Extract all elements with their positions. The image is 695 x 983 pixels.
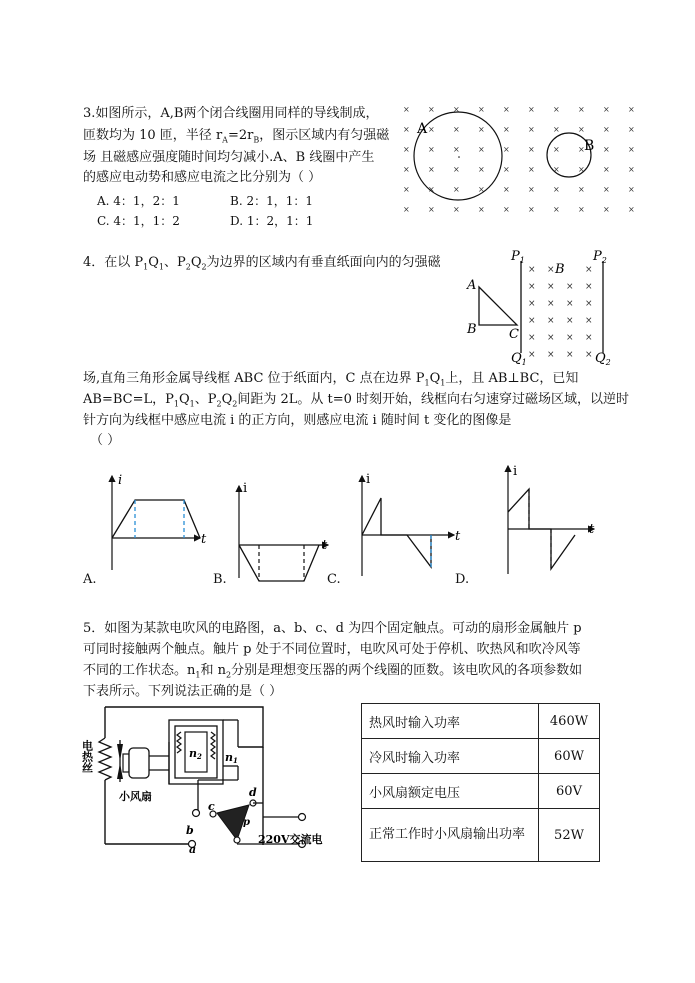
n1-label: n1 <box>225 751 238 765</box>
svg-text:×: × <box>528 125 535 134</box>
label-c: C <box>509 327 519 342</box>
parameter-table <box>361 703 600 862</box>
param-label: 小风扇额定电压 <box>362 774 539 809</box>
svg-text:×: × <box>578 185 585 194</box>
graph-c <box>354 470 464 580</box>
q4-l3-s1: 1 <box>173 399 179 409</box>
graph-b-label: B. <box>213 572 227 587</box>
graph-a-label: A. <box>83 572 97 587</box>
param-value: 460W <box>539 704 600 739</box>
label-c-contact: c <box>208 800 215 813</box>
q4-l3c: 、P <box>194 392 217 407</box>
hair-dryer-circuit <box>80 700 358 860</box>
svg-text:×: × <box>528 165 535 174</box>
svg-text:×: × <box>428 205 435 214</box>
svg-text:×: × <box>628 125 635 134</box>
ac-terminal-top <box>299 814 306 821</box>
param-value: 60V <box>539 774 600 809</box>
svg-text:×: × <box>628 205 635 214</box>
svg-text:×: × <box>578 125 585 134</box>
coil-a-label: A <box>417 121 428 137</box>
svg-text:i: i <box>118 473 123 488</box>
svg-text:×: × <box>453 105 460 114</box>
q3-line2-c: ，图示区域内有匀强磁 <box>259 128 390 143</box>
q4-l3-s2: 1 <box>189 399 195 409</box>
svg-text:×: × <box>553 125 560 134</box>
svg-text:×: × <box>566 333 574 343</box>
svg-text:×: × <box>453 125 460 134</box>
svg-text:×: × <box>478 165 485 174</box>
svg-text:×: × <box>585 282 593 292</box>
svg-text:×: × <box>628 185 635 194</box>
q4-line1 <box>83 253 441 278</box>
svg-text:×: × <box>453 185 460 194</box>
svg-text:×: × <box>603 145 610 154</box>
svg-text:×: × <box>403 145 410 154</box>
svg-text:×: × <box>553 165 560 174</box>
q4-line4: 针方向为线框中感应电流 i 的正方向，则感应电流 i 随时间 t 变化的图像是 <box>83 413 512 428</box>
svg-text:×: × <box>478 125 485 134</box>
svg-text:×: × <box>553 145 560 154</box>
graph-c-label: C. <box>327 572 341 587</box>
svg-text:×: × <box>547 316 555 326</box>
q5-l3-s1: 1 <box>195 670 201 680</box>
q3-line1: 3.如图所示，A,B两个闭合线圈用同样的导线制成， <box>83 106 379 121</box>
svg-text:×: × <box>628 165 635 174</box>
svg-text:×: × <box>453 165 460 174</box>
q5-line1: 5．如图为某款电吹风的电路图，a、b、c、d 为四个固定触点。可动的扇形金属触片 p <box>83 621 582 636</box>
label-b-field: B <box>555 262 565 277</box>
q4-l1c: 、P <box>164 255 186 270</box>
svg-text:×: × <box>528 282 536 292</box>
q4-l2c: 上，且 AB⊥BC，已知 <box>445 371 579 386</box>
param-value: 60W <box>539 739 600 774</box>
svg-text:×: × <box>528 145 535 154</box>
q3-sub-b: B <box>253 135 260 145</box>
svg-text:×: × <box>503 105 510 114</box>
svg-text:×: × <box>528 265 536 275</box>
q4-l1-s1: 1 <box>143 262 149 272</box>
graph-d <box>496 462 606 582</box>
q3-line2-b: =2r <box>227 128 254 143</box>
q4-l3e: 间距为 2L。从 t=0 时刻开始，线框向右匀速穿过磁场区域，以逆时 <box>237 392 630 407</box>
contact-b <box>193 810 200 817</box>
svg-text:×: × <box>403 185 410 194</box>
svg-text:×: × <box>603 105 610 114</box>
svg-text:t: t <box>589 522 595 537</box>
svg-text:×: × <box>547 265 555 275</box>
svg-text:×: × <box>566 350 574 360</box>
graph-d-label: D. <box>455 572 470 587</box>
svg-text:×: × <box>547 282 555 292</box>
svg-text:×: × <box>478 145 485 154</box>
svg-text:×: × <box>503 125 510 134</box>
n2-label: n2 <box>189 747 202 761</box>
param-label: 冷风时输入功率 <box>362 739 539 774</box>
label-p-contact: p <box>243 817 250 828</box>
svg-text:×: × <box>566 282 574 292</box>
svg-text:×: × <box>428 165 435 174</box>
q4-l1-s3: 2 <box>185 262 191 272</box>
svg-text:×: × <box>503 165 510 174</box>
svg-text:×: × <box>453 205 460 214</box>
label-d-contact: d <box>249 786 257 799</box>
q4-crosses <box>528 265 593 360</box>
svg-text:×: × <box>528 185 535 194</box>
svg-text:×: × <box>528 316 536 326</box>
svg-text:×: × <box>528 299 536 309</box>
ac-label: 220V交流电 <box>258 833 323 846</box>
svg-text:×: × <box>478 105 485 114</box>
label-b-contact: b <box>186 824 194 837</box>
svg-text:×: × <box>553 185 560 194</box>
svg-text:i: i <box>243 481 248 496</box>
table-row <box>362 774 600 809</box>
q4-l3-s3: 2 <box>216 399 222 409</box>
svg-text:×: × <box>553 105 560 114</box>
svg-text:×: × <box>453 145 460 154</box>
q4-l2-s2: 1 <box>440 378 446 388</box>
q4-l3b: Q <box>178 392 190 407</box>
svg-text:×: × <box>628 105 635 114</box>
table-row <box>362 809 600 862</box>
svg-text:×: × <box>528 333 536 343</box>
svg-text:×: × <box>566 299 574 309</box>
svg-text:×: × <box>603 205 610 214</box>
svg-text:i: i <box>513 464 518 479</box>
svg-text:×: × <box>553 205 560 214</box>
q3-sub-a: A <box>222 135 228 145</box>
q4-line5: （ ） <box>90 433 121 448</box>
svg-text:×: × <box>403 105 410 114</box>
svg-text:×: × <box>428 185 435 194</box>
param-value: 52W <box>539 809 600 862</box>
svg-text:×: × <box>603 125 610 134</box>
svg-text:i: i <box>366 472 371 487</box>
svg-text:×: × <box>403 205 410 214</box>
fan-motor <box>129 748 149 778</box>
label-q1: $Q_1$ <box>511 351 527 367</box>
svg-text:×: × <box>428 145 435 154</box>
q4-l1-s4: 2 <box>201 262 207 272</box>
param-label: 热风时输入功率 <box>362 704 539 739</box>
label-a-contact: a <box>189 843 197 856</box>
fan-label: 小风扇 <box>119 790 152 803</box>
label-p2: $P_2$ <box>593 249 607 265</box>
svg-text:×: × <box>528 205 535 214</box>
label-b: B <box>467 322 477 337</box>
q5-l3b: 和 n <box>200 663 226 678</box>
svg-text:×: × <box>585 350 593 360</box>
q5-line2: 可同时接触两个触点。触片 p 处于不同位置时，电吹风可处于停机、吹热风和吹冷风等 <box>83 642 581 657</box>
svg-text:×: × <box>585 265 593 275</box>
svg-text:t: t <box>322 538 328 553</box>
svg-text:×: × <box>578 205 585 214</box>
svg-text:×: × <box>403 165 410 174</box>
svg-text:×: × <box>578 145 585 154</box>
svg-text:×: × <box>428 125 435 134</box>
q3-line2-a: 匝数均为 10 匝，半径 r <box>83 128 223 143</box>
q5-l3c: 分别是理想变压器的两个线圈的匝数。该电吹风的各项参数如 <box>231 663 583 678</box>
q4-l1b: Q <box>148 255 159 270</box>
q4-l3a: AB=BC=L，P <box>83 392 174 407</box>
label-q2: $Q_2$ <box>595 351 611 367</box>
param-label: 正常工作时小风扇输出功率 <box>362 809 539 862</box>
svg-text:×: × <box>547 350 555 360</box>
svg-text:×: × <box>547 333 555 343</box>
graph-b <box>230 478 340 588</box>
q4-field-figure <box>455 245 625 370</box>
q4-l2a: 场,直角三角形金属导线框 ABC 位于纸面内，C 点在边界 P <box>83 371 425 386</box>
q3-option-c: C. 4：1，1：2 <box>97 214 180 228</box>
label-p1: $P_1$ <box>511 249 525 265</box>
q3-option-d: D. 1：2，1：1 <box>230 214 314 228</box>
q4-l3-s4: 2 <box>232 399 238 409</box>
svg-text:×: × <box>603 185 610 194</box>
triangle-abc <box>479 287 517 325</box>
q5-l3-s2: 2 <box>225 670 232 680</box>
svg-text:×: × <box>585 299 593 309</box>
svg-text:×: × <box>503 145 510 154</box>
q4-l2-s1: 1 <box>424 378 430 388</box>
q3-option-b: B. 2：1，1：1 <box>230 194 313 208</box>
q4-l1e: 为边界的区域内有垂直纸面向内的匀强磁 <box>206 255 441 270</box>
svg-text:×: × <box>578 105 585 114</box>
coil-b-label: B <box>584 138 595 154</box>
table-row <box>362 704 600 739</box>
svg-text:×: × <box>478 205 485 214</box>
svg-text:×: × <box>403 125 410 134</box>
q3-magnetic-field-figure <box>398 100 643 220</box>
heater-coil <box>99 738 111 780</box>
heater-label: 电热丝 <box>80 740 94 773</box>
svg-text:×: × <box>528 105 535 114</box>
svg-text:×: × <box>547 299 555 309</box>
svg-text:t: t <box>201 532 207 547</box>
svg-text:×: × <box>428 105 435 114</box>
q5-line4: 下表所示。下列说法正确的是（ ） <box>83 684 283 699</box>
table-row <box>362 739 600 774</box>
q4-l1d: Q <box>190 255 202 270</box>
q3-option-a: A. 4：1，2：1 <box>97 194 180 208</box>
q4-l3d: Q <box>221 392 233 407</box>
svg-text:×: × <box>603 165 610 174</box>
svg-text:×: × <box>528 350 536 360</box>
svg-text:×: × <box>628 145 635 154</box>
q3-line3: 场 且磁感应强度随时间均匀减小.A、B 线圈中产生 <box>83 150 375 165</box>
svg-text:×: × <box>503 185 510 194</box>
svg-text:t: t <box>455 529 461 544</box>
q4-l1a: 4．在以 P <box>83 255 144 270</box>
graph-a <box>100 470 210 580</box>
q5-l3a: 不同的工作状态。n <box>83 663 196 678</box>
field-crosses <box>403 105 635 214</box>
q3-line4: 的感应电动势和感应电流之比分别为（ ） <box>83 170 322 185</box>
q3-line2 <box>83 126 389 151</box>
svg-text:×: × <box>585 333 593 343</box>
label-a: A <box>467 278 477 293</box>
q4-l1-s2: 1 <box>158 262 165 272</box>
svg-text:×: × <box>566 316 574 326</box>
svg-text:×: × <box>478 185 485 194</box>
svg-text:×: × <box>503 205 510 214</box>
q4-l2b: Q <box>429 371 441 386</box>
svg-text:×: × <box>578 165 585 174</box>
svg-text:×: × <box>585 316 593 326</box>
